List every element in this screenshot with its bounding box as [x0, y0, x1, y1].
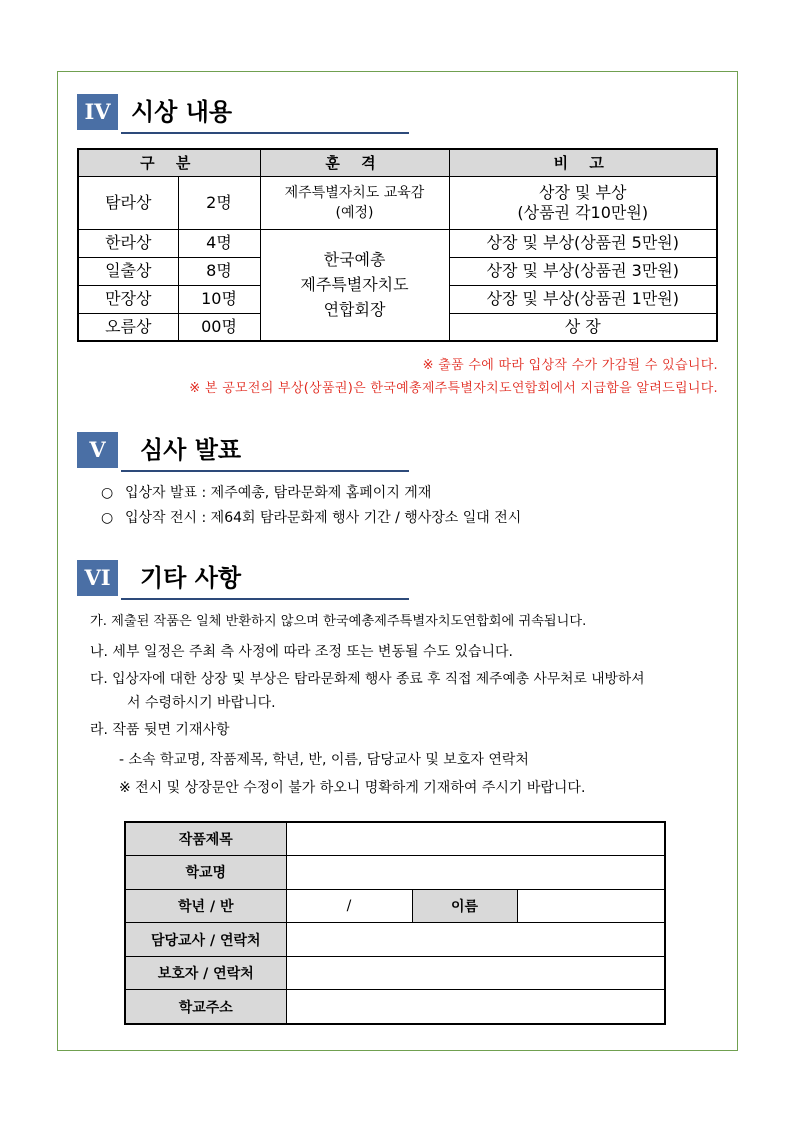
misc-item-da-cont: 서 수령하시기 바랍니다.	[127, 695, 276, 711]
award-note: 상장 및 부상(상품권 5만원)	[449, 229, 717, 257]
submission-form-table	[124, 821, 666, 1025]
form-field-teacher[interactable]	[286, 923, 665, 957]
section-underline	[121, 470, 409, 472]
form-label-address: 학교주소	[125, 990, 286, 1024]
award-name: 오름상	[78, 313, 178, 341]
award-name: 한라상	[78, 229, 178, 257]
form-label-teacher: 담당교사 / 연락처	[125, 923, 286, 957]
red-note: ※ 본 공모전의 부상(상품권)은 한국예총제주특별자치도연합회에서 지급함을 알려드립니다.	[189, 381, 718, 396]
misc-subitem: - 소속 학교명, 작품제목, 학년, 반, 이름, 담당교사 및 보호자 연락처	[119, 752, 529, 768]
misc-subitem-note: ※ 전시 및 상장문안 수정이 불가 하오니 명확하게 기재하여 주시기 바랍니다.	[119, 780, 586, 796]
award-rank: 제주특별자치도 교육감 (예정)	[260, 176, 449, 229]
form-field-title[interactable]	[286, 822, 665, 856]
award-note: 상장 및 부상 (상품권 각10만원)	[449, 176, 717, 229]
section-6-heading	[77, 556, 409, 600]
award-note: 상 장	[449, 313, 717, 341]
form-field-address[interactable]	[286, 990, 665, 1024]
award-count: 10명	[178, 285, 260, 313]
award-count: 4명	[178, 229, 260, 257]
section-4-heading	[77, 90, 409, 134]
award-count: 00명	[178, 313, 260, 341]
section-title: 기타 사항	[140, 564, 242, 592]
section-number: V	[77, 432, 118, 468]
misc-item-na: 나. 세부 일정은 주최 측 사정에 따라 조정 또는 변동될 수도 있습니다.	[90, 644, 513, 660]
form-label-school: 학교명	[125, 856, 286, 890]
misc-item-ra: 라. 작품 뒷면 기재사항	[90, 722, 230, 738]
section-title: 시상 내용	[131, 98, 233, 126]
section-5-heading	[77, 428, 409, 472]
form-label-guardian: 보호자 / 연락처	[125, 956, 286, 990]
form-field-guardian[interactable]	[286, 956, 665, 990]
award-name: 일출상	[78, 257, 178, 285]
form-label-name: 이름	[412, 889, 517, 923]
form-label-grade: 학년 / 반	[125, 889, 286, 923]
form-field-school[interactable]	[286, 856, 665, 890]
award-count: 2명	[178, 176, 260, 229]
award-name: 탐라상	[78, 176, 178, 229]
header-rank: 훈 격	[260, 149, 449, 176]
section-number: VI	[77, 560, 118, 596]
misc-item-ga: 가. 제출된 작품은 일체 반환하지 않으며 한국예총제주특별자치도연합회에 귀속됩니다.	[90, 614, 587, 629]
circle-bullet-icon: ○	[101, 485, 114, 501]
header-category: 구 분	[78, 149, 260, 176]
award-name: 만장상	[78, 285, 178, 313]
section-title: 심사 발표	[140, 436, 242, 464]
awards-table	[77, 148, 718, 342]
award-count: 8명	[178, 257, 260, 285]
red-note: ※ 출품 수에 따라 입상작 수가 가감될 수 있습니다.	[422, 358, 718, 373]
award-note: 상장 및 부상(상품권 1만원)	[449, 285, 717, 313]
circle-bullet-icon: ○	[101, 510, 114, 526]
form-field-name[interactable]	[517, 889, 665, 923]
header-note: 비 고	[449, 149, 717, 176]
form-field-grade-class[interactable]: /	[286, 889, 412, 923]
announcement-item: ○ 입상작 전시 : 제64회 탐라문화제 행사 기간 / 행사장소 일대 전시	[101, 510, 522, 526]
section-underline	[121, 132, 409, 134]
section-number: IV	[77, 94, 118, 130]
section-underline	[121, 598, 409, 600]
announcement-item: ○ 입상자 발표 : 제주예총, 탐라문화제 홈페이지 게재	[101, 485, 432, 501]
form-label-title: 작품제목	[125, 822, 286, 856]
award-rank-shared: 한국예총 제주특별자치도 연합회장	[260, 229, 449, 341]
misc-item-da: 다. 입상자에 대한 상장 및 부상은 탐라문화제 행사 종료 후 직접 제주예총 사무처로 내방하셔	[90, 671, 645, 687]
award-note: 상장 및 부상(상품권 3만원)	[449, 257, 717, 285]
